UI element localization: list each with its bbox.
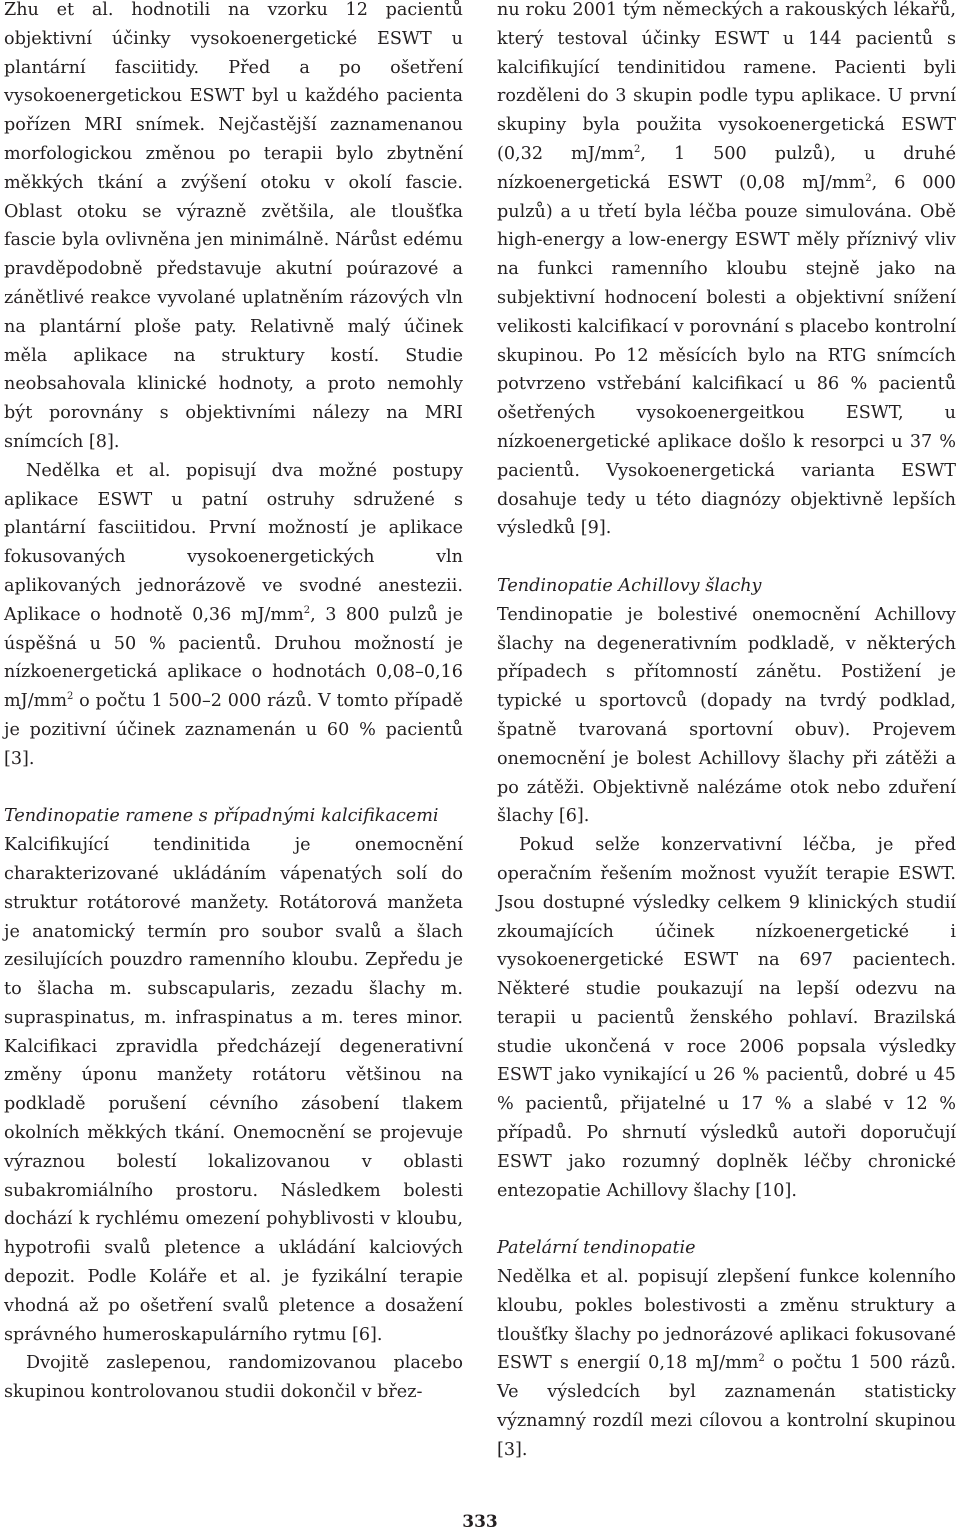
- superscript: 2: [67, 691, 74, 703]
- text-segment: , 1 500 pulzů), u druhé nízkoenergetická ESWT (0,08 mJ/mm: [497, 143, 956, 193]
- paragraph-double-blind-study: Dvojitě zaslepenou, randomizovanou placebo skupinou kontrolovanou studii dokončil v břez-: [4, 1353, 463, 1403]
- superscript: 2: [634, 143, 641, 155]
- section-heading-patellar: Patelární tendinopatie: [497, 1238, 696, 1259]
- text-segment: o počtu 1 500–2 000 rázů. V tomto případě je pozitivní účinek zaznamenán u 60 % pacientů [3].: [4, 691, 463, 769]
- superscript: 2: [303, 604, 311, 616]
- paragraph-patellar: [497, 1263, 956, 1465]
- spacer: [4, 774, 463, 803]
- text-segment: nu roku 2001 tým německých a rakouských lékařů, který testoval účinky ESWT u 144 pacientů s kalcifikující tendinitidou ramene. Pacienti byli rozděleni do 3 skupin podle typu aplikace. U první skupiny byla použita vysokoenergetická ESWT (0,32 mJ/mm: [497, 0, 956, 164]
- section-heading-shoulder: Tendinopatie ramene s případnými kalcifikacemi: [4, 806, 439, 827]
- paragraph-achilles-definition: Tendinopatie je bolestivé onemocnění Achillovy šlachy na degenerativním podkladě, v některých případech s přítomností zánětu. Postižení je typické u sportovců (dopady na tvrdý podklad, špatně tvarovaná sportovní obuv). Projevem onemocnění je bolest Achillovy šlachy při zátěži a po zátěži. Objektivně nalézáme otok nebo zduření šlachy [6].: [497, 604, 956, 827]
- section-heading-achilles: Tendinopatie Achillovy šlachy: [497, 575, 762, 596]
- left-column: [4, 0, 463, 1407]
- paragraph-shoulder-study-results: [497, 0, 956, 543]
- spacer: [497, 1205, 956, 1234]
- page-number: 333: [462, 1512, 498, 1532]
- paragraph-calcific-tendinitis: Kalcifikující tendinitida je onemocnění charakterizované ukládáním vápenatých solí do struktur rotátorové manžety. Rotátorová manžeta je anatomický termín pro soubor svalů a šlach zesilujících pouzdro ramenního kloubu. Zepředu je to šlacha m. subscapularis, zezadu šlachy m. supraspinatus, m. infraspinatus a m. teres minor. Kalcifikaci zpravidla předcházejí degenerativní změny úponu manžety rotátoru většinou na podkladě porušení cévního zásobení tlakem okolních měkkých tkání. Onemocnění se projevuje výraznou bolestí lokalizovanou v oblasti subakromiálního prostoru. Následkem bolesti dochází k rychlému omezení pohyblivosti v kloubu, hypotrofii svalů pletence a ukládání kalciových depozit. Podle Koláře et al. je fyzikální terapie vhodná až po ošetření svalů pletence a dosažení správného humeroskapulárního rytmu [6].: [4, 835, 463, 1345]
- paragraph-zhu-study: Zhu et al. hodnotili na vzorku 12 pacientů objektivní účinky vysokoenergetické ESWT u plantární fasciitidy. Před a po ošetření vysokoenergetickou ESWT byl u každého pacienta pořízen MRI snímek. Nejčastější zaznamenanou morfologickou změnou po terapii bylo zbytnění měkkých tkání a zvýšení otoku v okolí fascie. Oblast otoku se výrazně zvětšila, ale tloušťka fascie byla ovlivněna jen minimálně. Nárůst edému pravděpodobně představuje akutní poúrazové a zánětlivé reakce vyvolané uplatněním rázových vln na plantární ploše paty. Relativně malý účinek měla aplikace na struktury kostí. Studie neobsahovala klinické hodnoty, a proto nemohly být porovnány s objektivními nálezy na MRI snímcích [8].: [4, 0, 463, 452]
- superscript: 2: [758, 1353, 765, 1365]
- text-segment: , 3 800 pulzů je úspěšná u 50 % pacientů. Druhou možností je nízkoenergetická aplikace o hodnotách 0,08–0,16 mJ/mm: [4, 604, 463, 712]
- paragraph-nedelka-plantar: [4, 457, 463, 774]
- superscript: 2: [865, 172, 872, 184]
- paragraph-achilles-eswt: Pokud selže konzervativní léčba, je před operačním řešením možnost využít terapie ESWT. Jsou dostupné výsledky celkem 9 klinických studií zkoumajících účinek nízkoenergetické i vysokoenergetické ESWT na 697 pacientech. Některé studie poukazují na lepší odezvu na terapii u pacientů ženského pohlaví. Brazilská studie ukončená v roce 2006 popsala výsledky ESWT jako vynikající u 26 % pacientů, dobré u 45 % pacientů, přijatelné u 17 % a slabé v 12 % případů. Po shrnutí výsledků autoři doporučují ESWT jako rozumný doplněk léčby chronické entezopatie Achillovy šlachy [10].: [497, 835, 956, 1201]
- text-segment: , 6 000 pulzů) a u třetí byla léčba pouze simulována. Obě high-energy a low-energy ESWT měly příznivý vliv na funkci ramenního kloubu stejně jako na subjektivní hodnocení bolesti a objektivní snížení velikosti kalcifikací v porovnání s placebo kontrolní skupinou. Po 12 měsících bylo na RTG snímcích potvrzeno vstřebání kalcifikací u 86 % pacientů ošetřených vysokoenergeitkou ESWT, u nízkoenergetické aplikace došlo k resorpci u 37 % pacientů. Vysokoenergetická varianta ESWT dosahuje tedy u této diagnózy objektivně lepších výsledků [9].: [497, 172, 956, 539]
- text-segment: o počtu 1 500 rázů. Ve výsledcích byl zaznamenán statisticky významný rozdíl mezi cílovou a kontrolní skupinou [3].: [497, 1353, 956, 1460]
- spacer: [497, 543, 956, 572]
- text-segment: Nedělka et al. popisují zlepšení funkce kolenního kloubu, pokles bolestivosti a změnu struktury a tloušťky šlachy po jednorázové aplikaci fokusované ESWT s energií 0,18 mJ/mm: [497, 1267, 956, 1374]
- right-column: [497, 0, 956, 1465]
- text-segment: Nedělka et al. popisují dva možné postupy aplikace ESWT u patní ostruhy sdružené s plantární fasciitidou. První možností je aplikace fokusovaných vysokoenergetických vln aplikovaných jednorázově ve svodné anestezii. Aplikace o hodnotě 0,36 mJ/mm: [4, 460, 463, 625]
